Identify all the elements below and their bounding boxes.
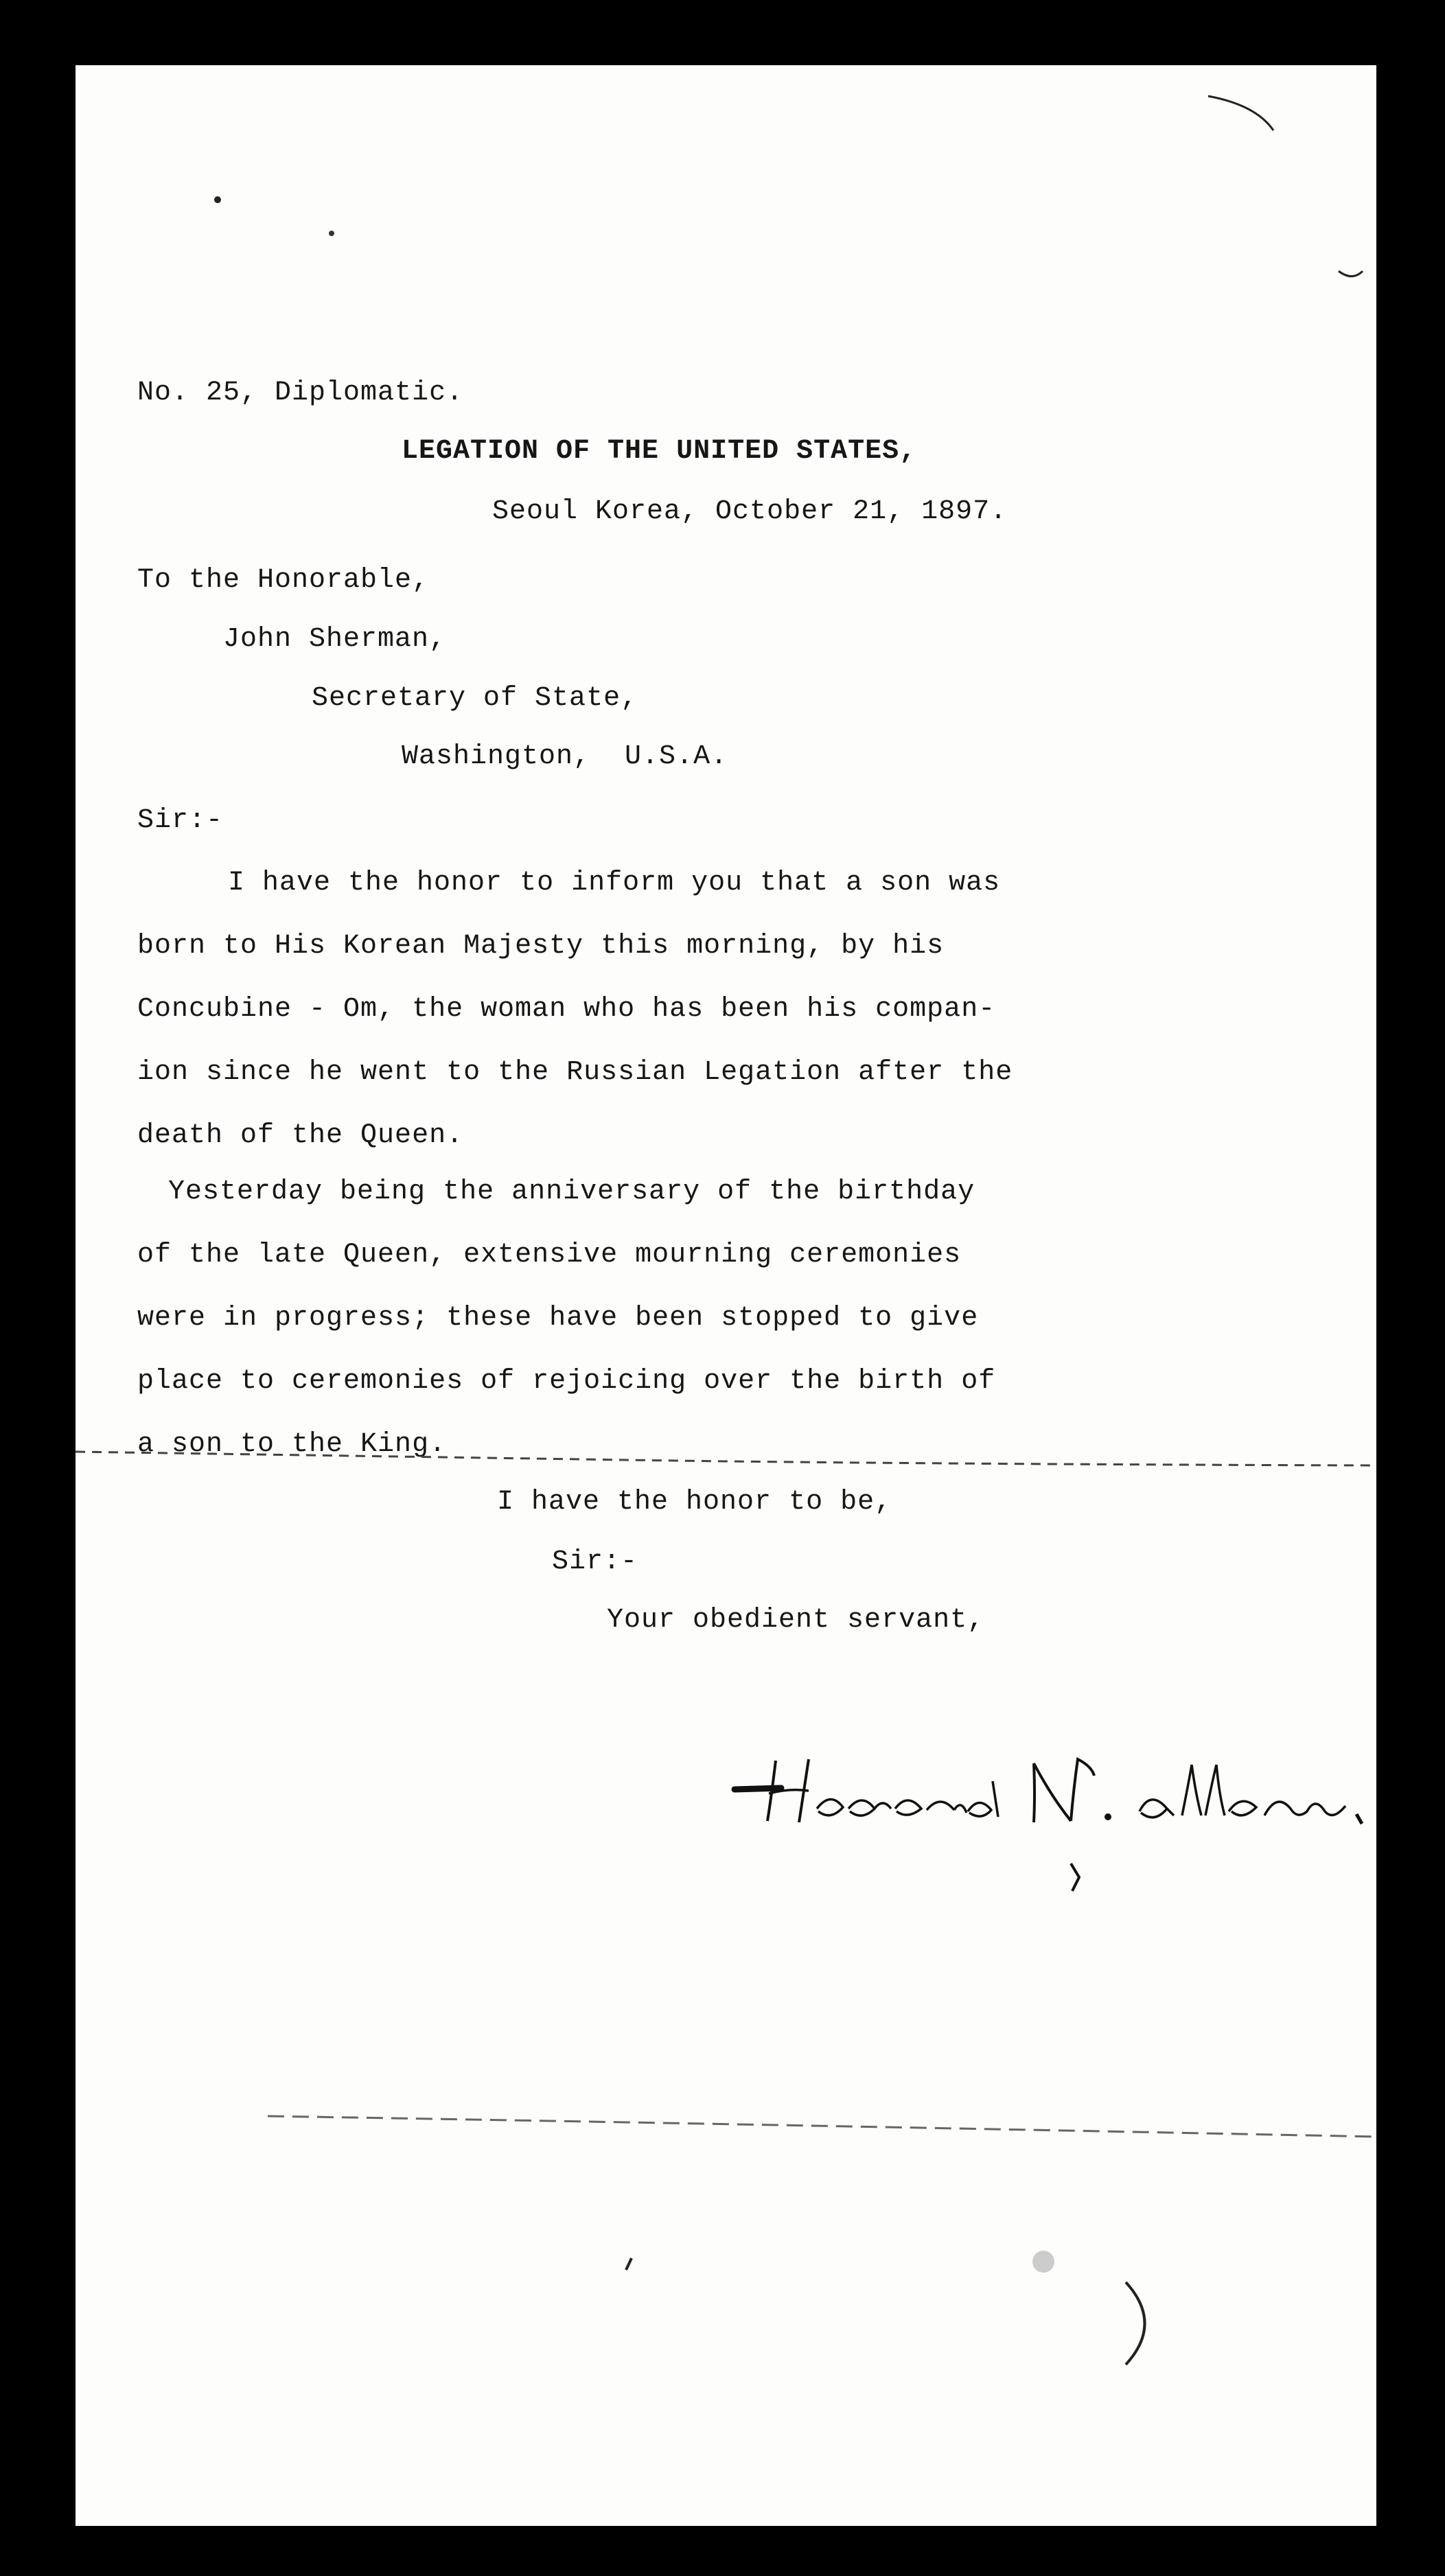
body-line: death of the Queen. (137, 1120, 464, 1151)
address-line-4: Washington, U.S.A. (402, 741, 728, 772)
body-line: I have the honor to inform you that a son was (228, 868, 1001, 898)
closing-line-1: I have the honor to be, (497, 1487, 892, 1518)
body-line: ion since he went to the Russian Legation after the (137, 1057, 1013, 1088)
place-date: Seoul Korea, October 21, 1897. (492, 496, 1008, 527)
closing-line-3: Your obedient servant, (607, 1605, 985, 1636)
letterhead: LEGATION OF THE UNITED STATES, (402, 436, 917, 467)
body-line: a son to the King. (137, 1429, 447, 1460)
body-line: born to His Korean Majesty this morning, by his (137, 931, 945, 962)
address-line-1: To the Honorable, (137, 565, 430, 596)
dispatch-number: No. 25, Diplomatic. (137, 378, 464, 408)
salutation: Sir:- (137, 805, 224, 836)
body-line: of the late Queen, extensive mourning ceremonies (137, 1240, 962, 1270)
address-line-2: John Sherman, (223, 624, 447, 655)
body-line: Concubine - Om, the woman who has been his compan- (137, 994, 996, 1025)
body-line: were in progress; these have been stopped to give (137, 1303, 979, 1334)
address-line-3: Secretary of State, (312, 683, 638, 714)
body-line: place to ceremonies of rejoicing over the birth of (137, 1366, 996, 1397)
body-line: Yesterday being the anniversary of the birthday (168, 1176, 975, 1207)
letter-page (76, 65, 1376, 2526)
closing-line-2: Sir:- (552, 1546, 638, 1577)
scan-artifacts (76, 65, 1376, 2526)
